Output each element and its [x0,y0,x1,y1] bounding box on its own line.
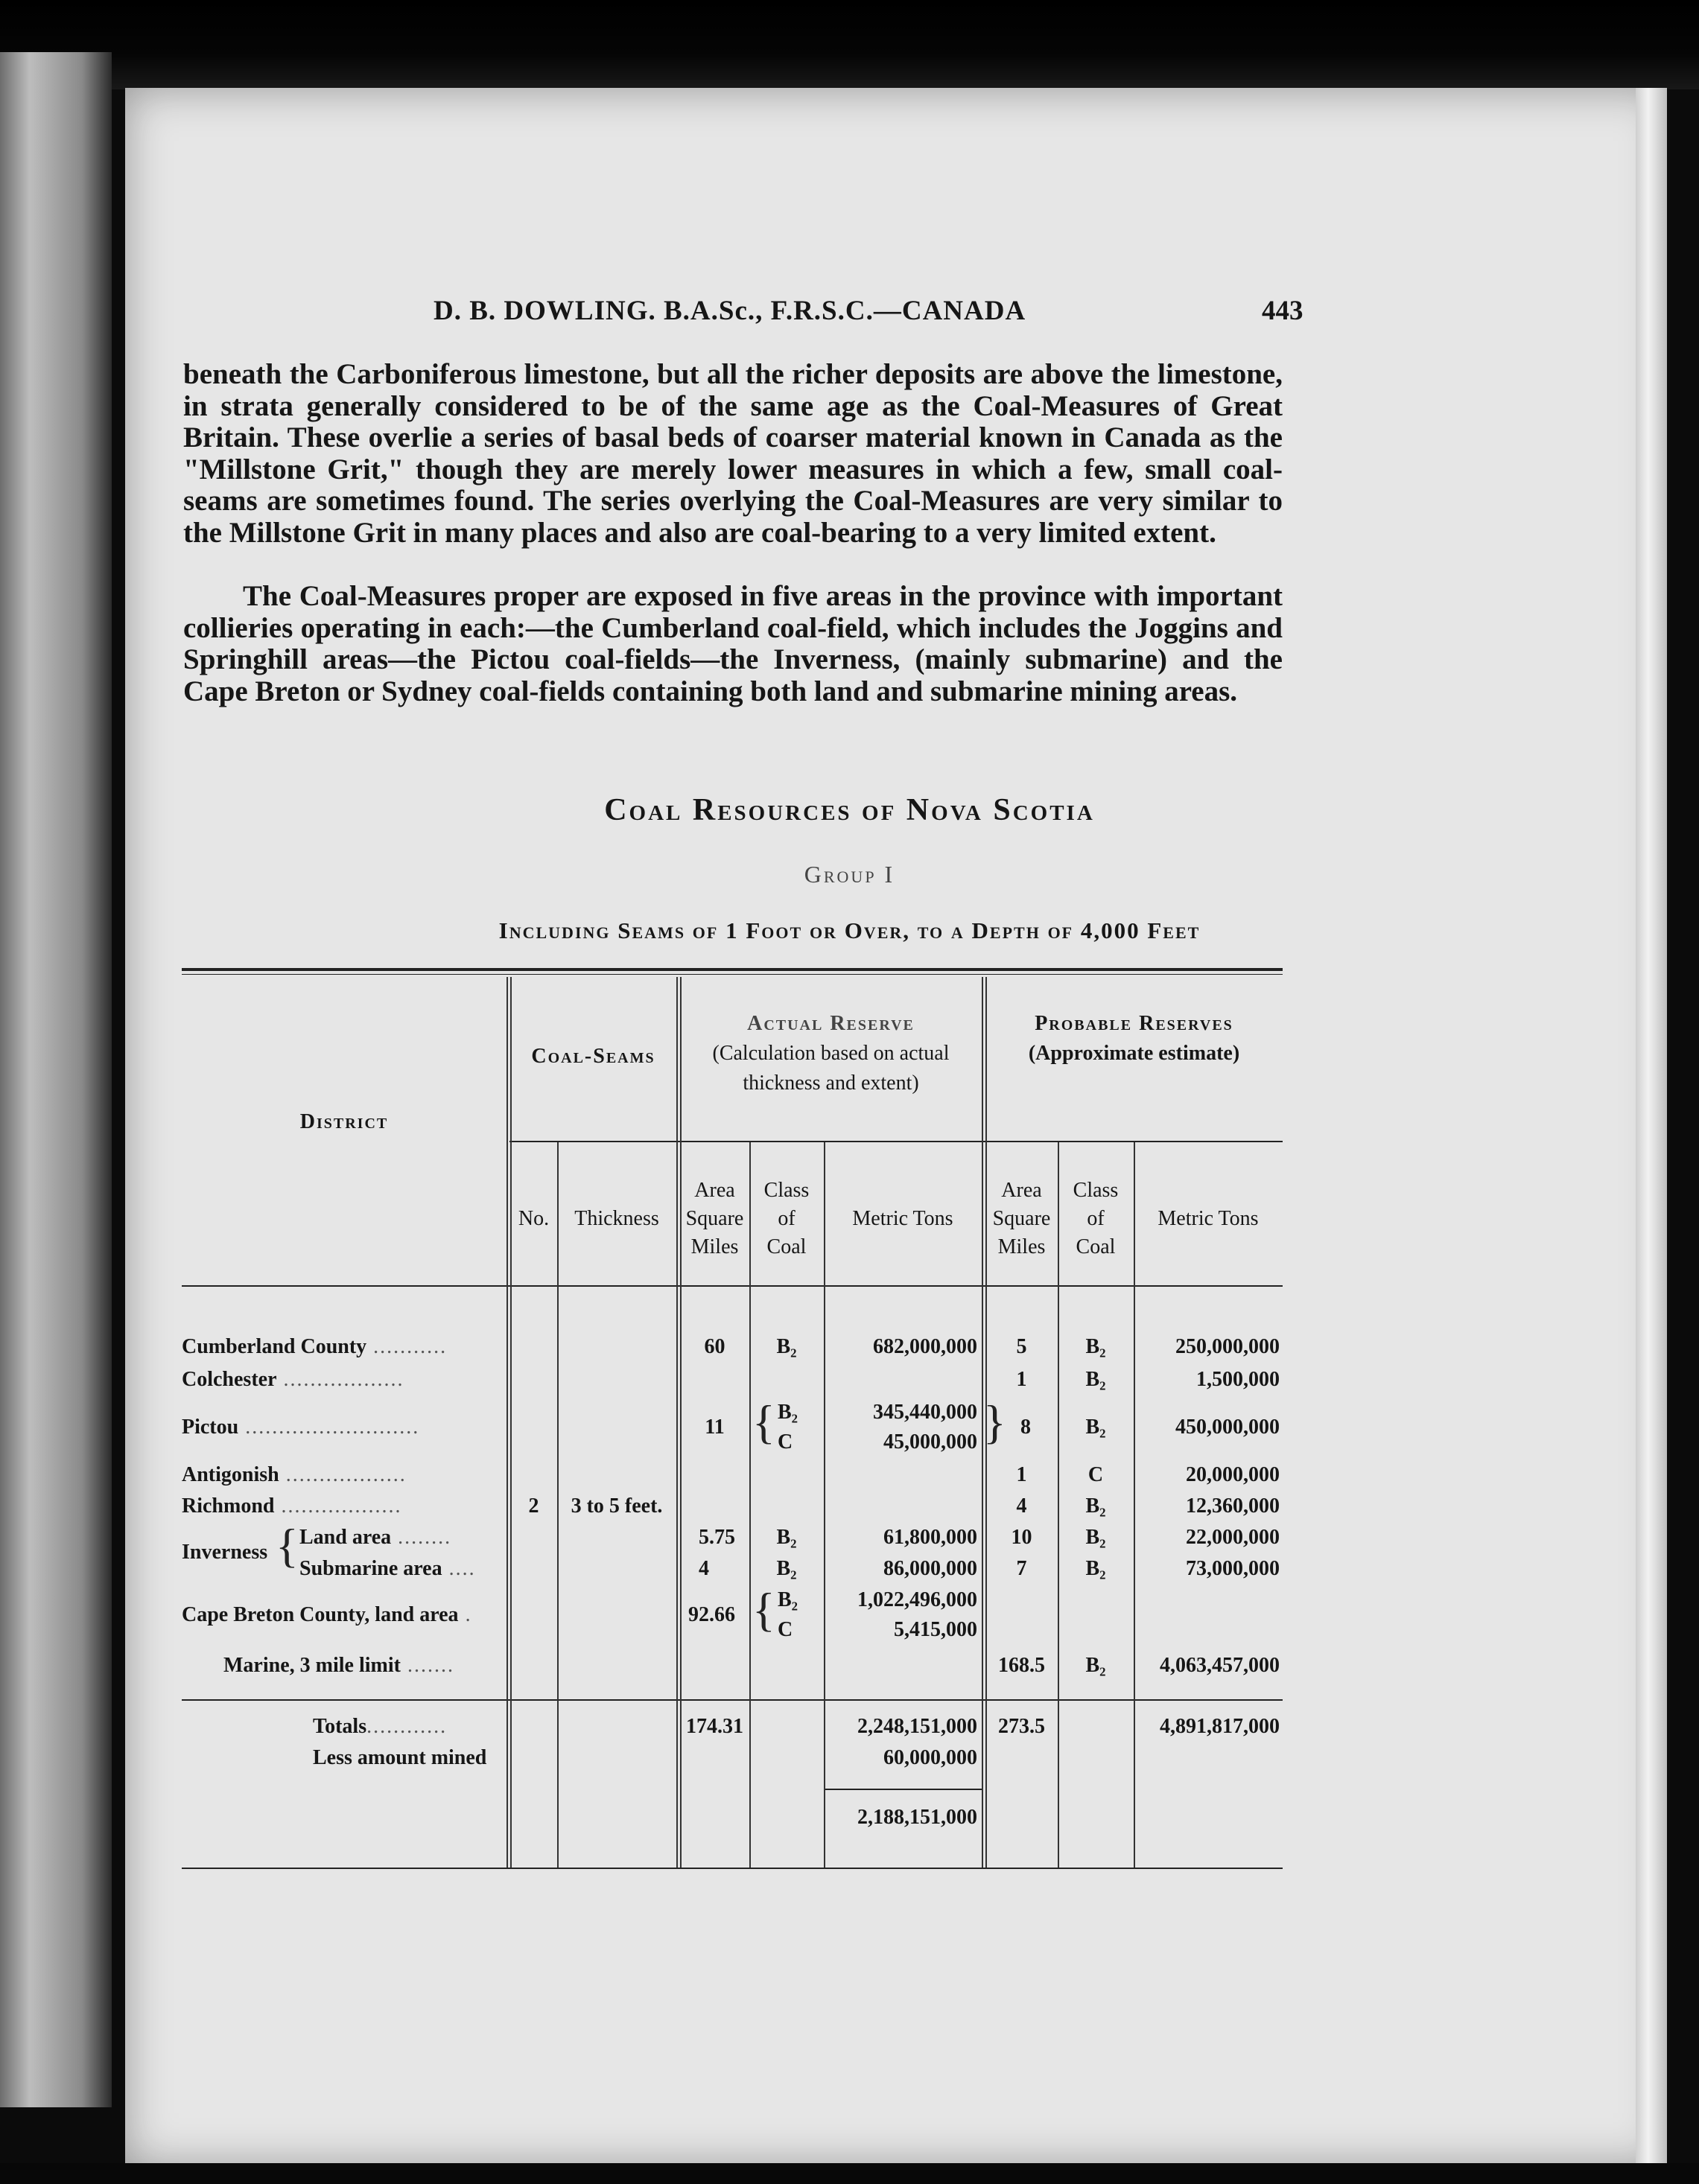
less-mined-tons: 60,000,000 [883,1746,977,1769]
totals-label: Totals [313,1715,367,1738]
district-name: Antigonish [182,1463,279,1486]
probable-tons-cell: 250,000,000 [1175,1335,1280,1358]
header-line: of [1087,1207,1105,1230]
actual-tons-cell: 5,415,000 [894,1618,977,1641]
actual-reserve-note: thickness and extent) [743,1072,919,1095]
coal-seams-header: Coal-Seams [531,1045,655,1068]
actual-tons-cell: 682,000,000 [873,1335,977,1358]
facing-page-edge [0,52,112,2107]
probable-class-cell: B₂ [1085,1335,1106,1358]
total-actual-tons: 2,248,151,000 [857,1715,977,1738]
actual-reserve-header: Actual Reserve [747,1012,915,1035]
district-name: Cumberland County [182,1335,367,1358]
header-divider [509,1141,1283,1142]
paragraph-text: The Coal-Measures proper are exposed in five areas in the province with important collieries operating in each:—the Cumberland coal-field, which includes the Joggins and Springhill areas—the Pictou coal-fields—the Inverness, (mainly submarine) and the Cape Breton or Sydney coal-fields containing both land and submarine mining areas. [183,580,1283,707]
probable-class-cell: B₂ [1085,1526,1106,1549]
probable-tons-cell: 12,360,000 [1186,1494,1280,1518]
probable-area-cell: 168.5 [998,1654,1045,1677]
probable-reserves-note: (Approximate estimate) [1028,1042,1240,1065]
metric-tons-header: Metric Tons [1157,1207,1259,1230]
district-name: Colchester [182,1368,277,1391]
district-cell: Cape Breton County, land area . [182,1603,472,1626]
page-number: 443 [1262,296,1303,326]
actual-class-cell: C [778,1618,793,1641]
total-probable-area: 273.5 [998,1715,1045,1738]
header-line: Square [992,1207,1051,1230]
actual-area-cell: 4 [699,1557,709,1580]
page-edge [1636,88,1667,2167]
probable-tons-cell: 450,000,000 [1175,1416,1280,1439]
net-actual-tons: 2,188,151,000 [857,1806,977,1829]
header-line: Coal [1076,1235,1116,1258]
district-header: District [299,1110,389,1133]
total-actual-area: 174.31 [686,1715,743,1738]
table-subtitle: Including Seams of 1 Foot or Over, to a Depth of 4,000 Feet [498,917,1201,943]
district-name: Richmond [182,1494,275,1518]
sub-district-name: Submarine area [299,1557,442,1580]
table-group-label: Group I [804,861,895,888]
actual-reserve-note: (Calculation based on actual [712,1042,950,1065]
seam-count-cell: 2 [528,1494,539,1518]
thickness-header: Thickness [574,1207,659,1230]
brace-icon: { [276,1519,299,1572]
scan-background-bottom [0,2163,1699,2184]
probable-class-cell: B₂ [1085,1557,1106,1580]
actual-area-cell: 60 [704,1335,725,1358]
total-probable-tons: 4,891,817,000 [1160,1715,1280,1738]
table-bottom-rule [182,1868,1283,1869]
no-header: No. [518,1207,550,1230]
probable-tons-cell: 22,000,000 [1186,1526,1280,1549]
table-top-rule [182,968,1283,971]
probable-reserves-header: Probable Reserves [1035,1012,1233,1035]
district-cell: Richmond .................. [182,1494,402,1518]
body-paragraph-1 [183,359,1283,549]
district-cell: Pictou .......................... [182,1416,420,1439]
actual-area-cell: 11 [705,1416,725,1439]
actual-tons-cell: 45,000,000 [883,1430,977,1454]
district-cell: Land area ........ [299,1526,452,1549]
probable-area-cell: 8 [1020,1416,1031,1439]
probable-area-cell: 4 [1016,1494,1027,1518]
header-line: Coal [766,1235,807,1258]
class-header [1058,1177,1134,1261]
district-name: Pictou [182,1416,239,1439]
header-line: Area [1001,1179,1042,1202]
actual-tons-cell: 61,800,000 [883,1526,977,1549]
probable-class-cell: B₂ [1085,1368,1106,1391]
actual-tons-cell: 1,022,496,000 [857,1588,977,1611]
probable-class-cell: B₂ [1085,1654,1106,1677]
sub-district-name: Land area [299,1526,392,1549]
district-name: Marine, 3 mile limit [223,1654,401,1677]
header-line: of [778,1207,795,1230]
actual-class-cell: B₂ [776,1526,797,1549]
actual-class-cell: B₂ [776,1557,797,1580]
district-cell: Antigonish .................. [182,1463,407,1486]
paragraph-text: beneath the Carboniferous limestone, but all the richer deposits are above the limestone, in strata generally considered to be of the same age as the Coal-Measures of Great Britain. These overlie a series of basal beds of coarser material known in Canada as the "Millstone Grit," though they are merely lower measures in which a few, small coal-seams are sometimes found. The series overlying the Coal-Measures are very similar to the Millstone Grit in many places and also are coal-bearing to a very limited extent. [183,358,1283,549]
district-cell: Marine, 3 mile limit ....... [223,1654,454,1677]
probable-area-cell: 10 [1011,1526,1032,1549]
header-line: Area [694,1179,735,1202]
actual-tons-cell: 86,000,000 [883,1557,977,1580]
probable-class-cell: B₂ [1085,1494,1106,1518]
district-cell: Cumberland County ........... [182,1335,448,1358]
actual-class-cell: B₂ [778,1588,798,1611]
coal-resources-table [182,968,1283,1869]
probable-area-cell: 1 [1016,1368,1027,1391]
metric-tons-header: Metric Tons [852,1207,953,1230]
header-line: Miles [690,1235,739,1258]
column-line [510,977,512,1868]
brace-icon: { [752,1583,775,1636]
probable-tons-cell: 73,000,000 [1186,1557,1280,1580]
actual-class-cell: B₂ [778,1401,798,1424]
district-cell: Colchester .................. [182,1368,404,1391]
probable-tons-cell: 20,000,000 [1186,1463,1280,1486]
brace-icon: { [752,1395,775,1448]
totals-rule [182,1699,1283,1701]
probable-area-cell: 7 [1016,1557,1027,1580]
probable-tons-cell: 1,500,000 [1196,1368,1280,1391]
actual-tons-cell: 345,440,000 [873,1401,977,1424]
actual-area-cell: 92.66 [688,1603,735,1626]
actual-class-cell: C [778,1430,793,1454]
probable-tons-cell: 4,063,457,000 [1160,1654,1280,1677]
area-header [680,1177,749,1261]
probable-area-cell: 5 [1016,1335,1027,1358]
header-line: Square [685,1207,744,1230]
column-line [676,977,678,1868]
column-line [506,977,508,1868]
probable-class-cell: C [1087,1463,1104,1486]
thickness-cell: 3 to 5 feet. [571,1494,663,1518]
header-line: Miles [997,1235,1046,1258]
actual-area-cell: 5.75 [699,1526,735,1549]
area-header [985,1177,1058,1261]
header-bottom-rule [182,1285,1283,1287]
actual-class-cell: B₂ [776,1335,797,1358]
probable-class-cell: B₂ [1085,1416,1106,1439]
header-line: Class [1073,1179,1119,1202]
scan-background-top [0,0,1699,89]
header-line: Class [763,1179,810,1202]
running-head: D. B. DOWLING. B.A.Sc., F.R.S.C.—CANADA [434,296,1026,326]
district-name: Cape Breton County, land area [182,1603,459,1626]
district-name: Inverness [182,1541,268,1564]
probable-area-cell: 1 [1016,1463,1027,1486]
less-mined-label: Less amount mined [313,1746,487,1769]
district-cell: Submarine area .... [299,1557,476,1580]
totals-cell: Totals............ [313,1715,448,1738]
subtotal-rule [825,1789,982,1790]
table-title: Coal Resources of Nova Scotia [604,793,1095,827]
class-header [749,1177,824,1261]
body-paragraph-2 [183,581,1283,707]
table-top-rule-thin [182,974,1283,975]
brace-icon: } [983,1395,1006,1448]
